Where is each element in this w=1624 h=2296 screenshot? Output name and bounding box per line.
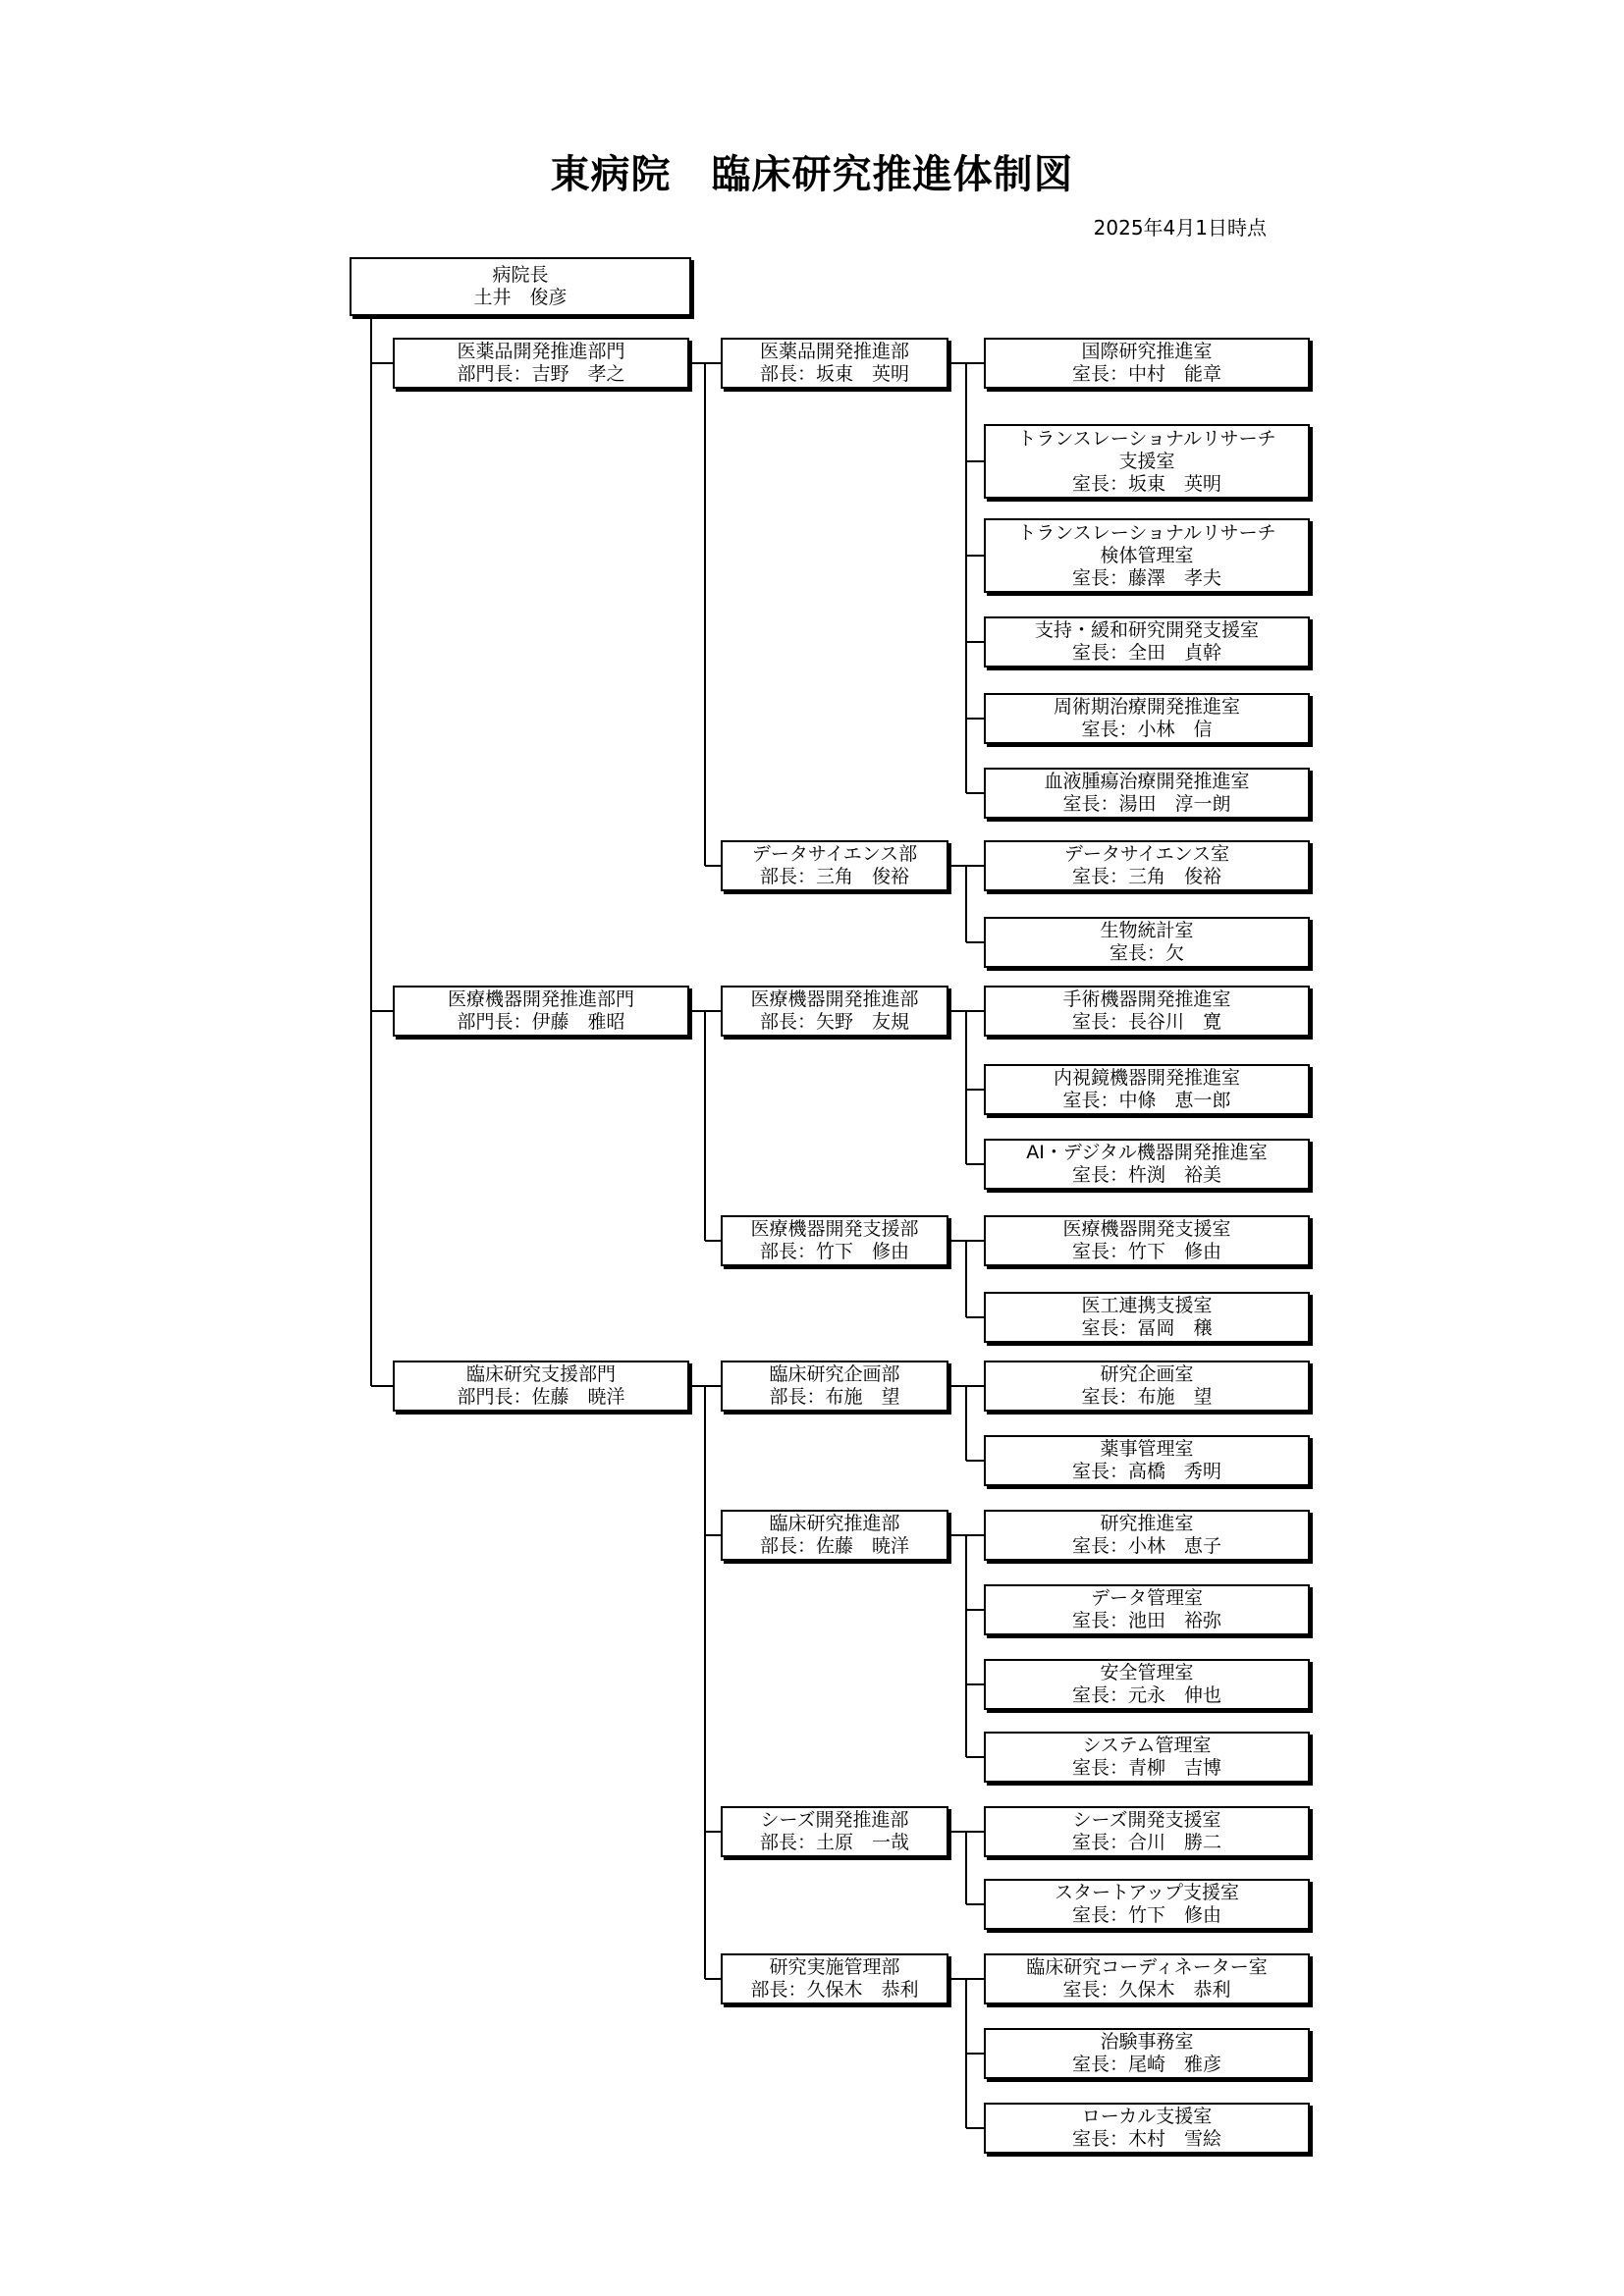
department-box-line-1: 部長：土原 一哉 bbox=[759, 1832, 909, 1853]
division-box-line-0: 臨床研究支援部門 bbox=[465, 1363, 616, 1385]
office-box-line-2: 室長：藤澤 孝夫 bbox=[1071, 566, 1221, 589]
director-title: 病院長 bbox=[492, 264, 549, 286]
office-box-line-1: 室長：池田 裕弥 bbox=[1071, 1610, 1221, 1631]
department-box-line-0: 臨床研究企画部 bbox=[769, 1363, 900, 1385]
division-box bbox=[393, 986, 689, 1037]
office-box-line-1: 室長：欠 bbox=[1109, 942, 1184, 964]
office-box-line-1: 室長：小林 信 bbox=[1081, 719, 1213, 740]
office-box bbox=[984, 518, 1310, 593]
department-box bbox=[721, 338, 948, 389]
department-box bbox=[721, 1361, 948, 1412]
department-box-line-0: 医療機器開発推進部 bbox=[750, 988, 919, 1010]
office-box-line-0: ローカル支援室 bbox=[1081, 2106, 1213, 2127]
department-box-line-1: 部長：矢野 友規 bbox=[759, 1011, 909, 1033]
office-box-line-1: 検体管理室 bbox=[1100, 544, 1194, 566]
office-box-line-1: 室長：全田 貞幹 bbox=[1071, 642, 1221, 664]
office-box bbox=[984, 1659, 1310, 1710]
office-box-line-0: 生物統計室 bbox=[1100, 920, 1194, 941]
office-box bbox=[984, 2103, 1310, 2154]
office-box-line-0: データ管理室 bbox=[1090, 1587, 1203, 1609]
office-box-line-0: 国際研究推進室 bbox=[1081, 341, 1213, 362]
department-box-line-1: 部長：布施 望 bbox=[769, 1386, 900, 1408]
office-box bbox=[984, 338, 1310, 389]
office-box-line-1: 室長：杵渕 裕美 bbox=[1071, 1164, 1221, 1186]
office-box-line-2: 室長：坂東 英明 bbox=[1071, 472, 1221, 495]
office-box bbox=[984, 1139, 1310, 1190]
division-box-line-1: 部門長：伊藤 雅昭 bbox=[457, 1011, 625, 1033]
office-box bbox=[984, 1879, 1310, 1930]
office-box-line-1: 室長：布施 望 bbox=[1081, 1386, 1213, 1408]
office-box-line-1: 室長：青柳 吉博 bbox=[1071, 1757, 1221, 1779]
division-box-line-0: 医療機器開発推進部門 bbox=[447, 988, 634, 1010]
division-box-line-1: 部門長：佐藤 暁洋 bbox=[457, 1386, 625, 1408]
office-box bbox=[984, 986, 1310, 1037]
as-of-date: 2025年4月1日時点 bbox=[1093, 216, 1267, 240]
office-box-line-0: 研究企画室 bbox=[1100, 1363, 1194, 1385]
office-box-line-1: 室長：久保木 恭利 bbox=[1062, 1979, 1231, 2001]
chart-title: 東病院 臨床研究推進体制図 bbox=[550, 152, 1074, 197]
office-box-line-1: 室長：長谷川 寛 bbox=[1071, 1011, 1221, 1033]
office-box-line-1: 室長：尾崎 雅彦 bbox=[1071, 2054, 1221, 2075]
office-box bbox=[984, 1806, 1310, 1857]
office-box-line-1: 室長：木村 雪絵 bbox=[1071, 2128, 1221, 2150]
office-box bbox=[984, 2028, 1310, 2079]
department-box-line-1: 部長：坂東 英明 bbox=[759, 363, 909, 385]
office-box-line-1: 室長：小林 恵子 bbox=[1071, 1535, 1221, 1557]
office-box-line-0: 支持・緩和研究開発支援室 bbox=[1034, 619, 1259, 641]
office-box-line-0: トランスレーショナルリサーチ bbox=[1017, 427, 1276, 450]
department-box-line-1: 部長：三角 俊裕 bbox=[759, 866, 909, 887]
office-box-line-1: 室長：湯田 淳一朗 bbox=[1062, 793, 1231, 815]
office-box-line-0: 研究推進室 bbox=[1100, 1513, 1194, 1534]
department-box bbox=[721, 986, 948, 1037]
office-box-line-0: 内視鏡機器開発推進室 bbox=[1053, 1067, 1240, 1089]
office-box-line-1: 室長：三角 俊裕 bbox=[1071, 866, 1221, 887]
office-box bbox=[984, 768, 1310, 819]
department-box-line-1: 部長：竹下 修由 bbox=[759, 1241, 909, 1262]
office-box-line-0: データサイエンス室 bbox=[1063, 843, 1230, 865]
office-box-line-0: 臨床研究コーディネーター室 bbox=[1026, 1956, 1268, 1978]
department-box-line-1: 部長：佐藤 暁洋 bbox=[759, 1535, 909, 1557]
office-box-line-1: 支援室 bbox=[1118, 450, 1175, 472]
department-box bbox=[721, 1510, 948, 1561]
department-box-line-0: 研究実施管理部 bbox=[769, 1956, 900, 1978]
office-box-line-0: 血液腫瘍治療開発推進室 bbox=[1044, 771, 1250, 792]
department-box-line-0: 臨床研究推進部 bbox=[769, 1513, 900, 1534]
office-box-line-0: 手術機器開発推進室 bbox=[1062, 988, 1231, 1010]
office-box-line-0: スタートアップ支援室 bbox=[1054, 1882, 1240, 1903]
office-box-line-1: 室長：竹下 修由 bbox=[1071, 1241, 1221, 1262]
division-box-line-1: 部門長：吉野 孝之 bbox=[457, 363, 625, 385]
office-box-line-1: 室長：冨岡 穣 bbox=[1081, 1317, 1213, 1339]
department-box-line-0: 医療機器開発支援部 bbox=[750, 1218, 919, 1240]
office-box bbox=[984, 693, 1310, 744]
office-box bbox=[984, 1215, 1310, 1266]
department-box-line-1: 部長：久保木 恭利 bbox=[750, 1979, 919, 2001]
office-box bbox=[984, 1732, 1310, 1783]
office-box bbox=[984, 1510, 1310, 1561]
division-box-line-0: 医薬品開発推進部門 bbox=[457, 341, 625, 362]
director-box bbox=[350, 257, 691, 316]
division-box bbox=[393, 1361, 689, 1412]
office-box-line-1: 室長：竹下 修由 bbox=[1071, 1904, 1221, 1926]
department-box-line-0: シーズ開発推進部 bbox=[760, 1809, 909, 1831]
office-box-line-0: 安全管理室 bbox=[1100, 1662, 1194, 1683]
department-box-line-0: データサイエンス部 bbox=[751, 843, 918, 865]
office-box-line-1: 室長：中村 能章 bbox=[1071, 363, 1221, 385]
office-box-line-0: トランスレーショナルリサーチ bbox=[1017, 521, 1276, 544]
department-box bbox=[721, 1806, 948, 1857]
office-box-line-0: 治験事務室 bbox=[1100, 2031, 1194, 2053]
department-box bbox=[721, 840, 948, 891]
office-box-line-0: 薬事管理室 bbox=[1100, 1438, 1194, 1460]
office-box bbox=[984, 1953, 1310, 2004]
office-box-line-1: 室長：中條 恵一郎 bbox=[1062, 1090, 1231, 1111]
department-box bbox=[721, 1215, 948, 1266]
office-box bbox=[984, 840, 1310, 891]
office-box-line-0: 周術期治療開発推進室 bbox=[1053, 696, 1240, 718]
director-name: 土井 俊彦 bbox=[473, 287, 568, 308]
office-box-line-0: AI・デジタル機器開発推進室 bbox=[1026, 1142, 1268, 1163]
division-box bbox=[393, 338, 689, 389]
office-box bbox=[984, 1435, 1310, 1486]
office-box bbox=[984, 1361, 1310, 1412]
office-box bbox=[984, 1292, 1310, 1343]
office-box-line-0: シーズ開発支援室 bbox=[1072, 1809, 1221, 1831]
office-box-line-1: 室長：合川 勝二 bbox=[1071, 1832, 1221, 1853]
office-box-line-0: 医工連携支援室 bbox=[1081, 1295, 1213, 1316]
office-box-line-1: 室長：高橋 秀明 bbox=[1071, 1461, 1221, 1482]
office-box-line-0: 医療機器開発支援室 bbox=[1062, 1218, 1231, 1240]
office-box bbox=[984, 1064, 1310, 1115]
office-box bbox=[984, 1584, 1310, 1635]
office-box-line-0: システム管理室 bbox=[1082, 1735, 1212, 1756]
office-box bbox=[984, 917, 1310, 968]
department-box bbox=[721, 1953, 948, 2004]
office-box-line-1: 室長：元永 伸也 bbox=[1071, 1684, 1221, 1706]
office-box bbox=[984, 616, 1310, 667]
office-box bbox=[984, 424, 1310, 499]
department-box-line-0: 医薬品開発推進部 bbox=[759, 341, 909, 362]
